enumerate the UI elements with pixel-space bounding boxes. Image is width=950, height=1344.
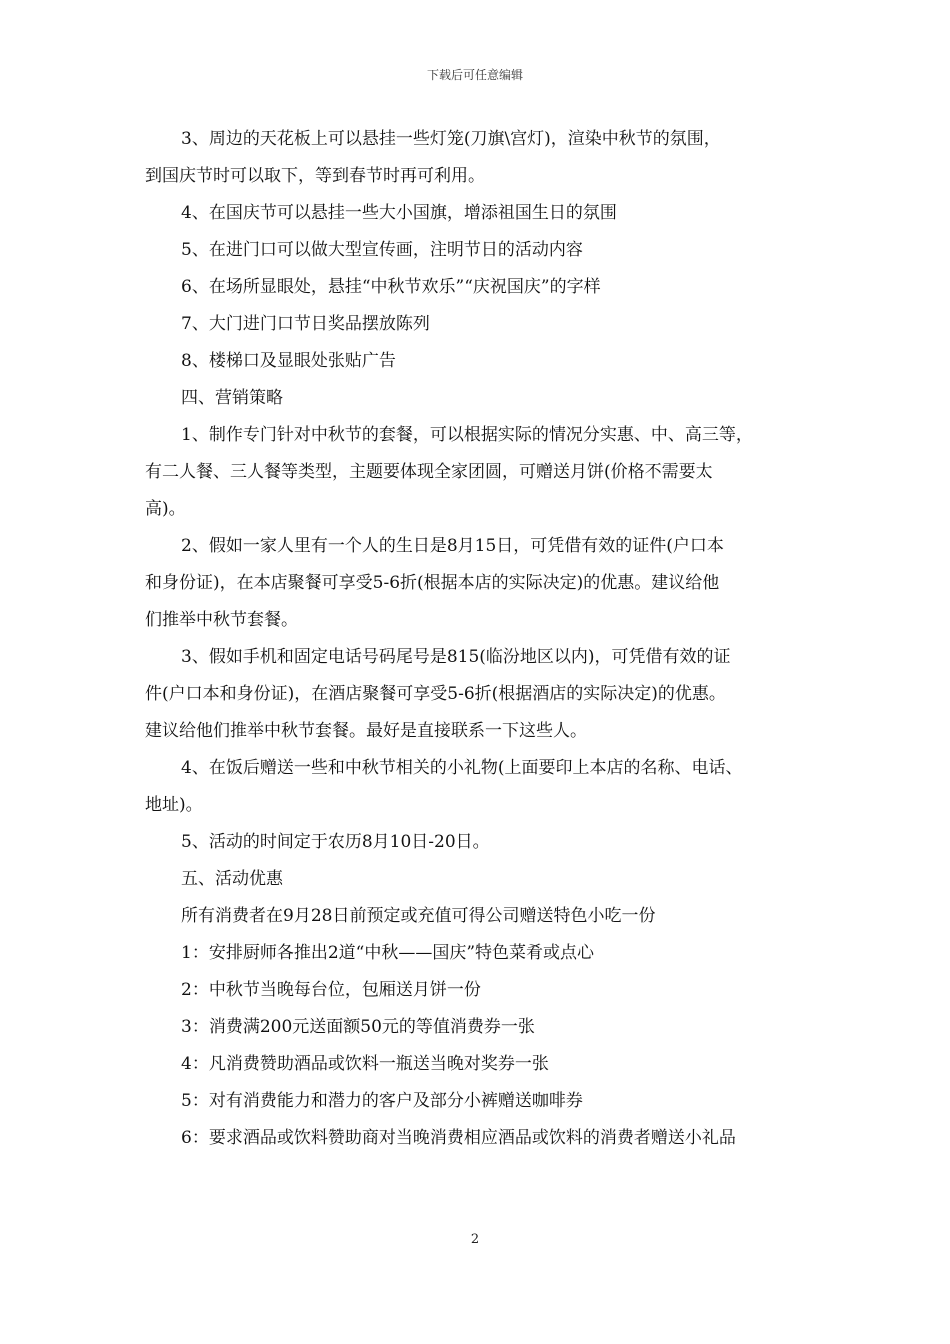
paragraph-line: 3：消费满200元送面额50元的等值消费券一张 xyxy=(181,1017,535,1037)
paragraph xyxy=(145,750,810,824)
paragraph xyxy=(145,639,810,750)
paragraph-line: 5、在进门口可以做大型宣传画，注明节日的活动内容 xyxy=(181,240,583,260)
paragraph xyxy=(145,269,810,306)
paragraph-line: 6、在场所显眼处，悬挂“中秋节欢乐”“庆祝国庆”的字样 xyxy=(181,277,601,297)
paragraph xyxy=(145,898,810,935)
paragraph-line: 3、假如手机和固定电话号码尾号是815(临汾地区以内)，可凭借有效的证 xyxy=(181,647,731,667)
paragraph-line: 们推举中秋节套餐。 xyxy=(145,610,298,630)
paragraph-line: 3、周边的天花板上可以悬挂一些灯笼(刀旗\宫灯)，渲染中秋节的氛围， xyxy=(181,129,721,149)
paragraph xyxy=(145,824,810,861)
paragraph xyxy=(145,343,810,380)
paragraph-line: 到国庆节时可以取下，等到春节时再可利用。 xyxy=(145,166,485,186)
page-number: 2 xyxy=(470,1232,480,1247)
paragraph xyxy=(145,232,810,269)
paragraph xyxy=(145,195,810,232)
paragraph xyxy=(145,972,810,1009)
paragraph-line: 地址)。 xyxy=(145,795,203,815)
paragraph-line: 1、制作专门针对中秋节的套餐，可以根据实际的情况分实惠、中、高三等， xyxy=(181,425,753,445)
paragraph-line: 8、楼梯口及显眼处张贴广告 xyxy=(181,351,396,371)
paragraph xyxy=(145,306,810,343)
paragraph xyxy=(145,1120,810,1157)
paragraph-line: 四、营销策略 xyxy=(181,388,283,408)
paragraph-line: 7、大门进门口节日奖品摆放陈列 xyxy=(181,314,430,334)
paragraph-line: 件(户口本和身份证)，在酒店聚餐可享受5-6折(根据酒店的实际决定)的优惠。 xyxy=(145,684,726,704)
paragraph xyxy=(145,1046,810,1083)
paragraph-line: 和身份证)，在本店聚餐可享受5-6折(根据本店的实际决定)的优惠。建议给他 xyxy=(145,573,720,593)
paragraph xyxy=(145,935,810,972)
paragraph-line: 2：中秋节当晚每台位，包厢送月饼一份 xyxy=(181,980,481,1000)
paragraph-line: 建议给他们推举中秋节套餐。最好是直接联系一下这些人。 xyxy=(145,721,587,741)
paragraph xyxy=(145,121,810,195)
paragraph-line: 1：安排厨师各推出2道“中秋——国庆”特色菜肴或点心 xyxy=(181,943,595,963)
document-body xyxy=(145,121,810,1157)
paragraph xyxy=(145,417,810,528)
paragraph-line: 高)。 xyxy=(145,499,186,519)
paragraph xyxy=(145,380,810,417)
paragraph xyxy=(145,1083,810,1120)
paragraph-line: 4：凡消费赞助酒品或饮料一瓶送当晚对奖券一张 xyxy=(181,1054,549,1074)
paragraph xyxy=(145,1009,810,1046)
page-header: 下载后可任意编辑 xyxy=(426,68,523,82)
paragraph-line: 所有消费者在9月28日前预定或充值可得公司赠送特色小吃一份 xyxy=(181,906,656,926)
paragraph-line: 有二人餐、三人餐等类型，主题要体现全家团圆，可赠送月饼(价格不需要太 xyxy=(145,462,713,482)
paragraph-line: 5、活动的时间定于农历8月10日-20日。 xyxy=(181,832,490,852)
paragraph-line: 五、活动优惠 xyxy=(181,869,283,889)
paragraph-line: 5：对有消费能力和潜力的客户及部分小裤赠送咖啡券 xyxy=(181,1091,583,1111)
paragraph xyxy=(145,528,810,639)
paragraph xyxy=(145,861,810,898)
paragraph-line: 2、假如一家人里有一个人的生日是8月15日，可凭借有效的证件(户口本 xyxy=(181,536,724,556)
paragraph-line: 6：要求酒品或饮料赞助商对当晚消费相应酒品或饮料的消费者赠送小礼品 xyxy=(181,1128,736,1148)
paragraph-line: 4、在国庆节可以悬挂一些大小国旗，增添祖国生日的氛围 xyxy=(181,203,617,223)
paragraph-line: 4、在饭后赠送一些和中秋节相关的小礼物(上面要印上本店的名称、电话、 xyxy=(181,758,743,778)
